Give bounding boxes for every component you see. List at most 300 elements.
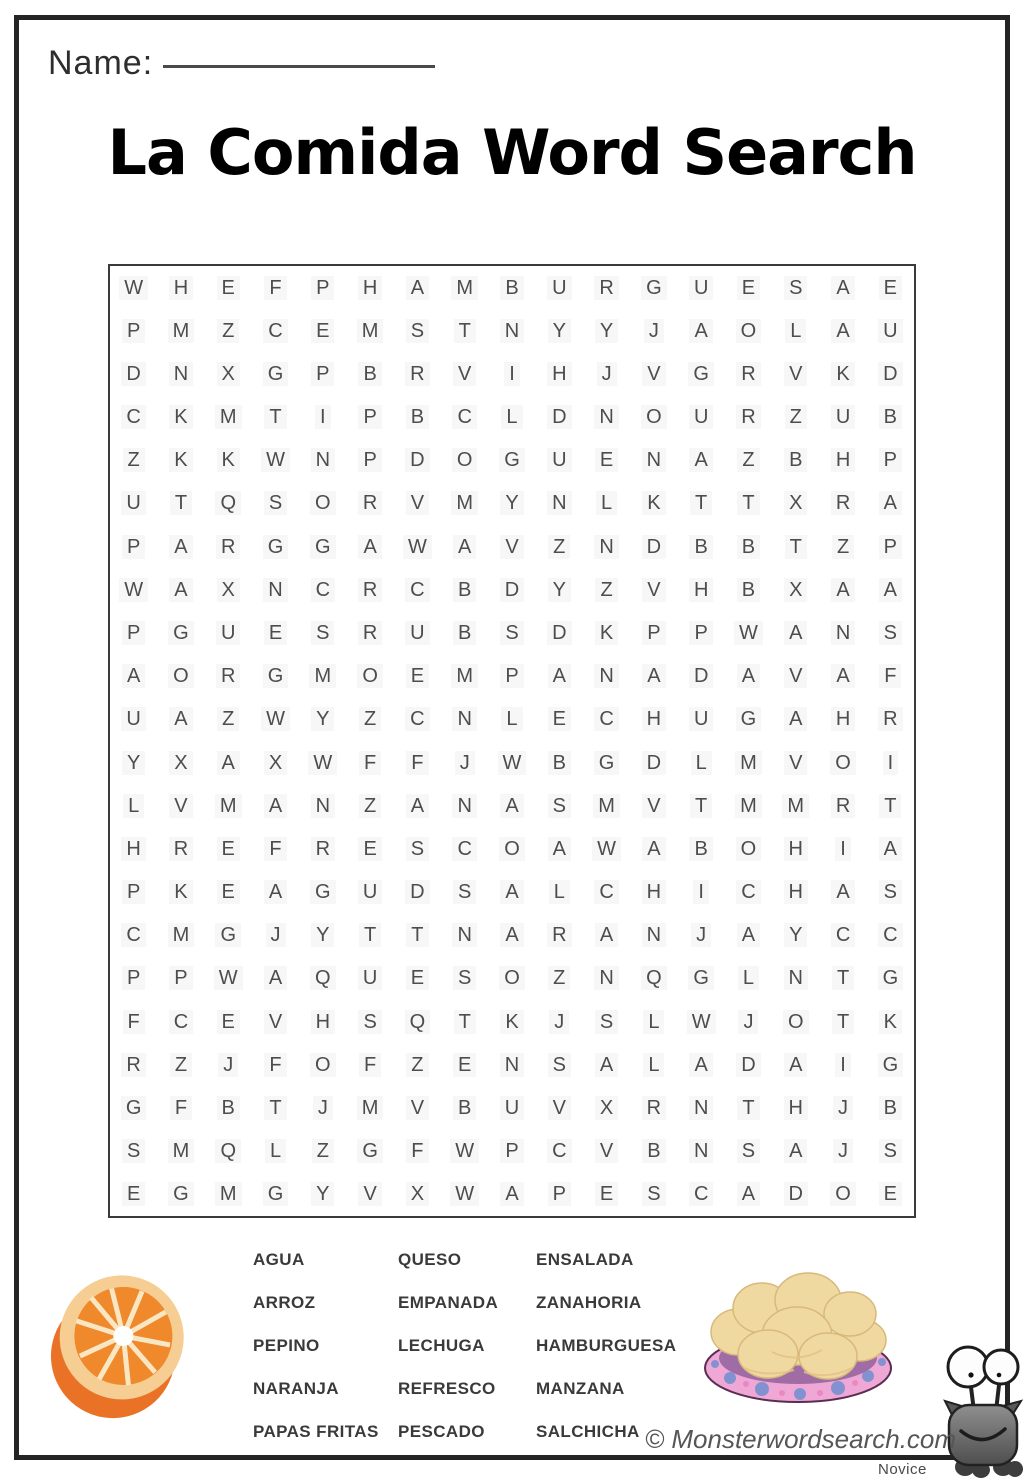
grid-cell: V	[157, 784, 204, 827]
word-list-item: PESCADO	[398, 1421, 485, 1441]
grid-cell: L	[772, 309, 819, 352]
grid-cell: A	[819, 568, 866, 611]
grid-cell: G	[678, 957, 725, 1000]
grid-cell: A	[678, 439, 725, 482]
grid-cell: S	[488, 611, 535, 654]
grid-cell: Z	[583, 568, 630, 611]
grid-cell: M	[441, 482, 488, 525]
grid-cell: Z	[205, 309, 252, 352]
grid-cell: C	[819, 914, 866, 957]
grid-cell: S	[772, 266, 819, 309]
grid-cell: E	[110, 1173, 157, 1216]
grid-cell: A	[819, 309, 866, 352]
grid-cell: Y	[536, 568, 583, 611]
grid-cell: Y	[772, 914, 819, 957]
grid-cell: B	[205, 1086, 252, 1129]
grid-cell: B	[488, 266, 535, 309]
grid-cell: T	[441, 1000, 488, 1043]
grid-cell: F	[867, 655, 914, 698]
grid-cell: F	[110, 1000, 157, 1043]
word-list-item: MANZANA	[536, 1378, 625, 1398]
grid-cell: A	[772, 611, 819, 654]
grid-cell: O	[346, 655, 393, 698]
grid-cell: T	[252, 396, 299, 439]
grid-cell: S	[110, 1130, 157, 1173]
word-list-item: NARANJA	[253, 1378, 339, 1398]
grid-cell: C	[394, 698, 441, 741]
grid-cell: R	[299, 827, 346, 870]
grid-cell: O	[725, 827, 772, 870]
grid-cell: K	[867, 1000, 914, 1043]
grid-cell: A	[725, 655, 772, 698]
grid-cell: O	[157, 655, 204, 698]
grid-cell: A	[205, 741, 252, 784]
grid-cell: L	[630, 1043, 677, 1086]
grid-cell: E	[394, 655, 441, 698]
grid-cell: O	[488, 827, 535, 870]
grid-cell: A	[678, 309, 725, 352]
grid-cell: B	[678, 525, 725, 568]
grid-cell: U	[678, 698, 725, 741]
grid-cell: V	[441, 352, 488, 395]
grid-cell: W	[441, 1173, 488, 1216]
grid-cell: O	[441, 439, 488, 482]
grid-cell: A	[441, 525, 488, 568]
grid-cell: P	[157, 957, 204, 1000]
grid-cell: A	[725, 1173, 772, 1216]
grid-cell: Z	[772, 396, 819, 439]
grid-cell: K	[157, 439, 204, 482]
word-list-item: REFRESCO	[398, 1378, 496, 1398]
grid-cell: T	[819, 957, 866, 1000]
grid-cell: H	[299, 1000, 346, 1043]
grid-cell: D	[394, 871, 441, 914]
grid-cell: Q	[299, 957, 346, 1000]
grid-cell: D	[867, 352, 914, 395]
grid-cell: D	[488, 568, 535, 611]
grid-cell: U	[678, 396, 725, 439]
grid-cell: S	[536, 1043, 583, 1086]
grid-cell: G	[252, 1173, 299, 1216]
copyright-text: © Monsterwordsearch.com	[645, 1424, 957, 1454]
grid-cell: L	[488, 396, 535, 439]
grid-cell: T	[678, 482, 725, 525]
name-label: Name:	[48, 44, 154, 82]
grid-cell: N	[678, 1086, 725, 1129]
grid-cell: S	[725, 1130, 772, 1173]
grid-cell: A	[488, 871, 535, 914]
grid-cell: D	[772, 1173, 819, 1216]
grid-cell: W	[299, 741, 346, 784]
grid-cell: A	[536, 827, 583, 870]
grid-cell: B	[725, 525, 772, 568]
grid-cell: O	[725, 309, 772, 352]
grid-cell: H	[678, 568, 725, 611]
grid-cell: E	[205, 266, 252, 309]
grid-cell: N	[630, 914, 677, 957]
grid-cell: V	[252, 1000, 299, 1043]
grid-cell: I	[867, 741, 914, 784]
grid-cell: C	[441, 396, 488, 439]
grid-cell: V	[772, 741, 819, 784]
grid-cell: M	[772, 784, 819, 827]
grid-cell: F	[157, 1086, 204, 1129]
grid-cell: E	[867, 1173, 914, 1216]
grid-cell: A	[394, 266, 441, 309]
grid-cell: C	[252, 309, 299, 352]
grid-cell: C	[583, 871, 630, 914]
grid-cell: H	[110, 827, 157, 870]
grid-cell: E	[346, 827, 393, 870]
grid-cell: N	[441, 914, 488, 957]
grid-cell: A	[772, 1043, 819, 1086]
grid-cell: N	[299, 784, 346, 827]
grid-cell: O	[488, 957, 535, 1000]
grid-cell: Z	[157, 1043, 204, 1086]
grid-cell: G	[252, 525, 299, 568]
grid-cell: E	[867, 266, 914, 309]
grid-cell: D	[725, 1043, 772, 1086]
grid-cell: L	[725, 957, 772, 1000]
word-list-item: ARROZ	[253, 1292, 316, 1312]
grid-cell: Q	[630, 957, 677, 1000]
grid-cell: A	[772, 698, 819, 741]
grid-cell: D	[536, 611, 583, 654]
grid-cell: F	[394, 1130, 441, 1173]
grid-cell: T	[157, 482, 204, 525]
word-list-item: PAPAS FRITAS	[253, 1421, 379, 1441]
plate-of-buns-icon	[700, 1256, 896, 1406]
word-list-item: ZANAHORIA	[536, 1292, 642, 1312]
grid-cell: O	[819, 1173, 866, 1216]
grid-cell: S	[867, 871, 914, 914]
grid-cell: N	[299, 439, 346, 482]
grid-cell: Z	[346, 698, 393, 741]
grid-cell: H	[630, 871, 677, 914]
grid-cell: Z	[110, 439, 157, 482]
grid-cell: S	[583, 1000, 630, 1043]
grid-cell: L	[110, 784, 157, 827]
grid-cell: L	[536, 871, 583, 914]
grid-cell: X	[205, 352, 252, 395]
grid-cell: R	[819, 482, 866, 525]
grid-cell: Z	[536, 957, 583, 1000]
difficulty-level: Novice	[878, 1461, 927, 1478]
grid-cell: T	[346, 914, 393, 957]
grid-cell: S	[394, 827, 441, 870]
monster-mascot-icon	[941, 1337, 1024, 1479]
grid-cell: H	[772, 1086, 819, 1129]
grid-cell: L	[252, 1130, 299, 1173]
grid-cell: U	[346, 871, 393, 914]
grid-cell: G	[205, 914, 252, 957]
grid-cell: D	[630, 741, 677, 784]
grid-cell: Q	[394, 1000, 441, 1043]
grid-cell: E	[441, 1043, 488, 1086]
grid-cell: G	[252, 352, 299, 395]
grid-cell: N	[488, 309, 535, 352]
grid-cell: A	[488, 914, 535, 957]
grid-cell: Z	[394, 1043, 441, 1086]
grid-cell: Y	[488, 482, 535, 525]
word-list-item: SALCHICHA	[536, 1421, 640, 1441]
grid-cell: N	[536, 482, 583, 525]
grid-cell: V	[630, 784, 677, 827]
grid-cell: V	[394, 482, 441, 525]
grid-cell: T	[819, 1000, 866, 1043]
grid-cell: N	[583, 655, 630, 698]
grid-cell: U	[819, 396, 866, 439]
grid-cell: V	[630, 352, 677, 395]
grid-cell: R	[725, 396, 772, 439]
grid-cell: T	[252, 1086, 299, 1129]
grid-cell: C	[441, 827, 488, 870]
grid-cell: B	[867, 1086, 914, 1129]
grid-cell: B	[772, 439, 819, 482]
grid-cell: P	[630, 611, 677, 654]
grid-cell: W	[252, 698, 299, 741]
grid-cell: M	[583, 784, 630, 827]
grid-cell: B	[867, 396, 914, 439]
grid-cell: T	[678, 784, 725, 827]
grid-cell: N	[630, 439, 677, 482]
grid-cell: I	[819, 827, 866, 870]
grid-cell: O	[630, 396, 677, 439]
grid-cell: X	[394, 1173, 441, 1216]
grid-cell: P	[488, 655, 535, 698]
grid-cell: I	[678, 871, 725, 914]
page-title: La Comida Word Search	[107, 116, 917, 189]
grid-cell: E	[299, 309, 346, 352]
grid-cell: K	[157, 396, 204, 439]
grid-cell: N	[252, 568, 299, 611]
grid-cell: P	[110, 309, 157, 352]
grid-cell: R	[583, 266, 630, 309]
grid-cell: A	[819, 871, 866, 914]
grid-cell: U	[678, 266, 725, 309]
grid-cell: W	[488, 741, 535, 784]
name-row	[48, 44, 435, 83]
grid-cell: D	[630, 525, 677, 568]
grid-cell: E	[205, 827, 252, 870]
grid-cell: A	[346, 525, 393, 568]
grid-cell: Z	[346, 784, 393, 827]
grid-cell: B	[441, 568, 488, 611]
grid-cell: A	[867, 568, 914, 611]
grid-cell: R	[346, 568, 393, 611]
grid-cell: T	[867, 784, 914, 827]
grid-cell: V	[488, 525, 535, 568]
grid-cell: K	[488, 1000, 535, 1043]
grid-cell: F	[252, 1043, 299, 1086]
grid-cell: R	[394, 352, 441, 395]
grid-cell: C	[110, 914, 157, 957]
grid-cell: U	[394, 611, 441, 654]
grid-cell: B	[630, 1130, 677, 1173]
grid-cell: T	[725, 1086, 772, 1129]
grid-cell: Y	[110, 741, 157, 784]
grid-cell: B	[441, 611, 488, 654]
grid-cell: B	[536, 741, 583, 784]
grid-cell: F	[252, 827, 299, 870]
wordsearch-grid	[108, 264, 916, 1218]
grid-cell: Z	[819, 525, 866, 568]
grid-cell: G	[630, 266, 677, 309]
grid-cell: K	[205, 439, 252, 482]
grid-cell: A	[772, 1130, 819, 1173]
grid-cell: N	[678, 1130, 725, 1173]
grid-cell: M	[725, 741, 772, 784]
grid-cell: J	[630, 309, 677, 352]
grid-cell: A	[394, 784, 441, 827]
grid-cell: R	[346, 482, 393, 525]
grid-cell: T	[772, 525, 819, 568]
grid-cell: X	[772, 568, 819, 611]
word-list-item: EMPANADA	[398, 1292, 499, 1312]
grid-cell: R	[630, 1086, 677, 1129]
grid-cell: C	[110, 396, 157, 439]
grid-cell: R	[346, 611, 393, 654]
grid-cell: S	[536, 784, 583, 827]
grid-cell: J	[678, 914, 725, 957]
grid-cell: E	[394, 957, 441, 1000]
grid-cell: U	[346, 957, 393, 1000]
grid-cell: E	[205, 1000, 252, 1043]
grid-cell: J	[819, 1086, 866, 1129]
grid-cell: O	[819, 741, 866, 784]
grid-cell: K	[157, 871, 204, 914]
grid-cell: P	[867, 525, 914, 568]
grid-cell: P	[346, 439, 393, 482]
grid-cell: M	[441, 655, 488, 698]
grid-cell: F	[394, 741, 441, 784]
grid-cell: A	[488, 1173, 535, 1216]
grid-cell: Y	[536, 309, 583, 352]
grid-cell: N	[441, 784, 488, 827]
grid-cell: G	[299, 871, 346, 914]
grid-cell: M	[205, 396, 252, 439]
grid-cell: O	[299, 1043, 346, 1086]
word-list-item: HAMBURGUESA	[536, 1335, 677, 1355]
grid-cell: B	[678, 827, 725, 870]
grid-cell: P	[678, 611, 725, 654]
grid-cell: W	[725, 611, 772, 654]
name-blank-line	[163, 65, 435, 68]
grid-cell: X	[157, 741, 204, 784]
grid-cell: Y	[583, 309, 630, 352]
grid-cell: U	[488, 1086, 535, 1129]
grid-cell: H	[630, 698, 677, 741]
grid-cell: T	[394, 914, 441, 957]
grid-cell: J	[725, 1000, 772, 1043]
grid-cell: M	[299, 655, 346, 698]
grid-cell: P	[867, 439, 914, 482]
word-list-item: LECHUGA	[398, 1335, 485, 1355]
grid-cell: C	[536, 1130, 583, 1173]
grid-cell: J	[299, 1086, 346, 1129]
grid-cell: A	[488, 784, 535, 827]
grid-cell: G	[157, 611, 204, 654]
grid-cell: J	[252, 914, 299, 957]
grid-cell: A	[110, 655, 157, 698]
grid-cell: V	[583, 1130, 630, 1173]
grid-cell: X	[205, 568, 252, 611]
grid-cell: W	[441, 1130, 488, 1173]
grid-cell: L	[583, 482, 630, 525]
grid-cell: E	[583, 439, 630, 482]
grid-cell: Z	[536, 525, 583, 568]
grid-cell: C	[725, 871, 772, 914]
grid-cell: P	[299, 352, 346, 395]
grid-cell: C	[299, 568, 346, 611]
grid-cell: S	[441, 871, 488, 914]
grid-cell: A	[583, 1043, 630, 1086]
grid-cell: D	[110, 352, 157, 395]
grid-cell: Y	[299, 1173, 346, 1216]
grid-cell: J	[583, 352, 630, 395]
grid-cell: X	[252, 741, 299, 784]
grid-cell: P	[536, 1173, 583, 1216]
grid-cell: V	[772, 352, 819, 395]
grid-cell: A	[819, 655, 866, 698]
grid-cell: U	[110, 482, 157, 525]
word-list-item: ENSALADA	[536, 1249, 634, 1269]
grid-cell: G	[346, 1130, 393, 1173]
grid-cell: V	[772, 655, 819, 698]
grid-cell: W	[205, 957, 252, 1000]
grid-cell: W	[583, 827, 630, 870]
grid-cell: R	[205, 655, 252, 698]
grid-cell: I	[299, 396, 346, 439]
grid-cell: J	[536, 1000, 583, 1043]
grid-cell: A	[536, 655, 583, 698]
grid-cell: C	[867, 914, 914, 957]
grid-cell: E	[725, 266, 772, 309]
grid-cell: U	[867, 309, 914, 352]
grid-cell: A	[252, 871, 299, 914]
grid-cell: A	[252, 784, 299, 827]
grid-cell: R	[725, 352, 772, 395]
grid-cell: F	[346, 741, 393, 784]
grid-cell: R	[205, 525, 252, 568]
grid-cell: C	[394, 568, 441, 611]
grid-cell: A	[819, 266, 866, 309]
grid-cell: R	[536, 914, 583, 957]
grid-cell: D	[536, 396, 583, 439]
grid-cell: G	[867, 957, 914, 1000]
grid-cell: R	[867, 698, 914, 741]
grid-cell: O	[772, 1000, 819, 1043]
grid-cell: Q	[205, 482, 252, 525]
grid-cell: B	[725, 568, 772, 611]
grid-cell: A	[157, 568, 204, 611]
grid-cell: Z	[299, 1130, 346, 1173]
grid-cell: E	[205, 871, 252, 914]
grid-cell: S	[299, 611, 346, 654]
grid-cell: H	[157, 266, 204, 309]
grid-cell: E	[252, 611, 299, 654]
grid-cell: A	[725, 914, 772, 957]
grid-cell: X	[772, 482, 819, 525]
grid-cell: W	[110, 568, 157, 611]
grid-cell: H	[346, 266, 393, 309]
grid-cell: P	[110, 957, 157, 1000]
word-list-item: PEPINO	[253, 1335, 320, 1355]
grid-cell: Z	[725, 439, 772, 482]
grid-cell: F	[346, 1043, 393, 1086]
grid-cell: B	[394, 396, 441, 439]
grid-cell: A	[630, 655, 677, 698]
